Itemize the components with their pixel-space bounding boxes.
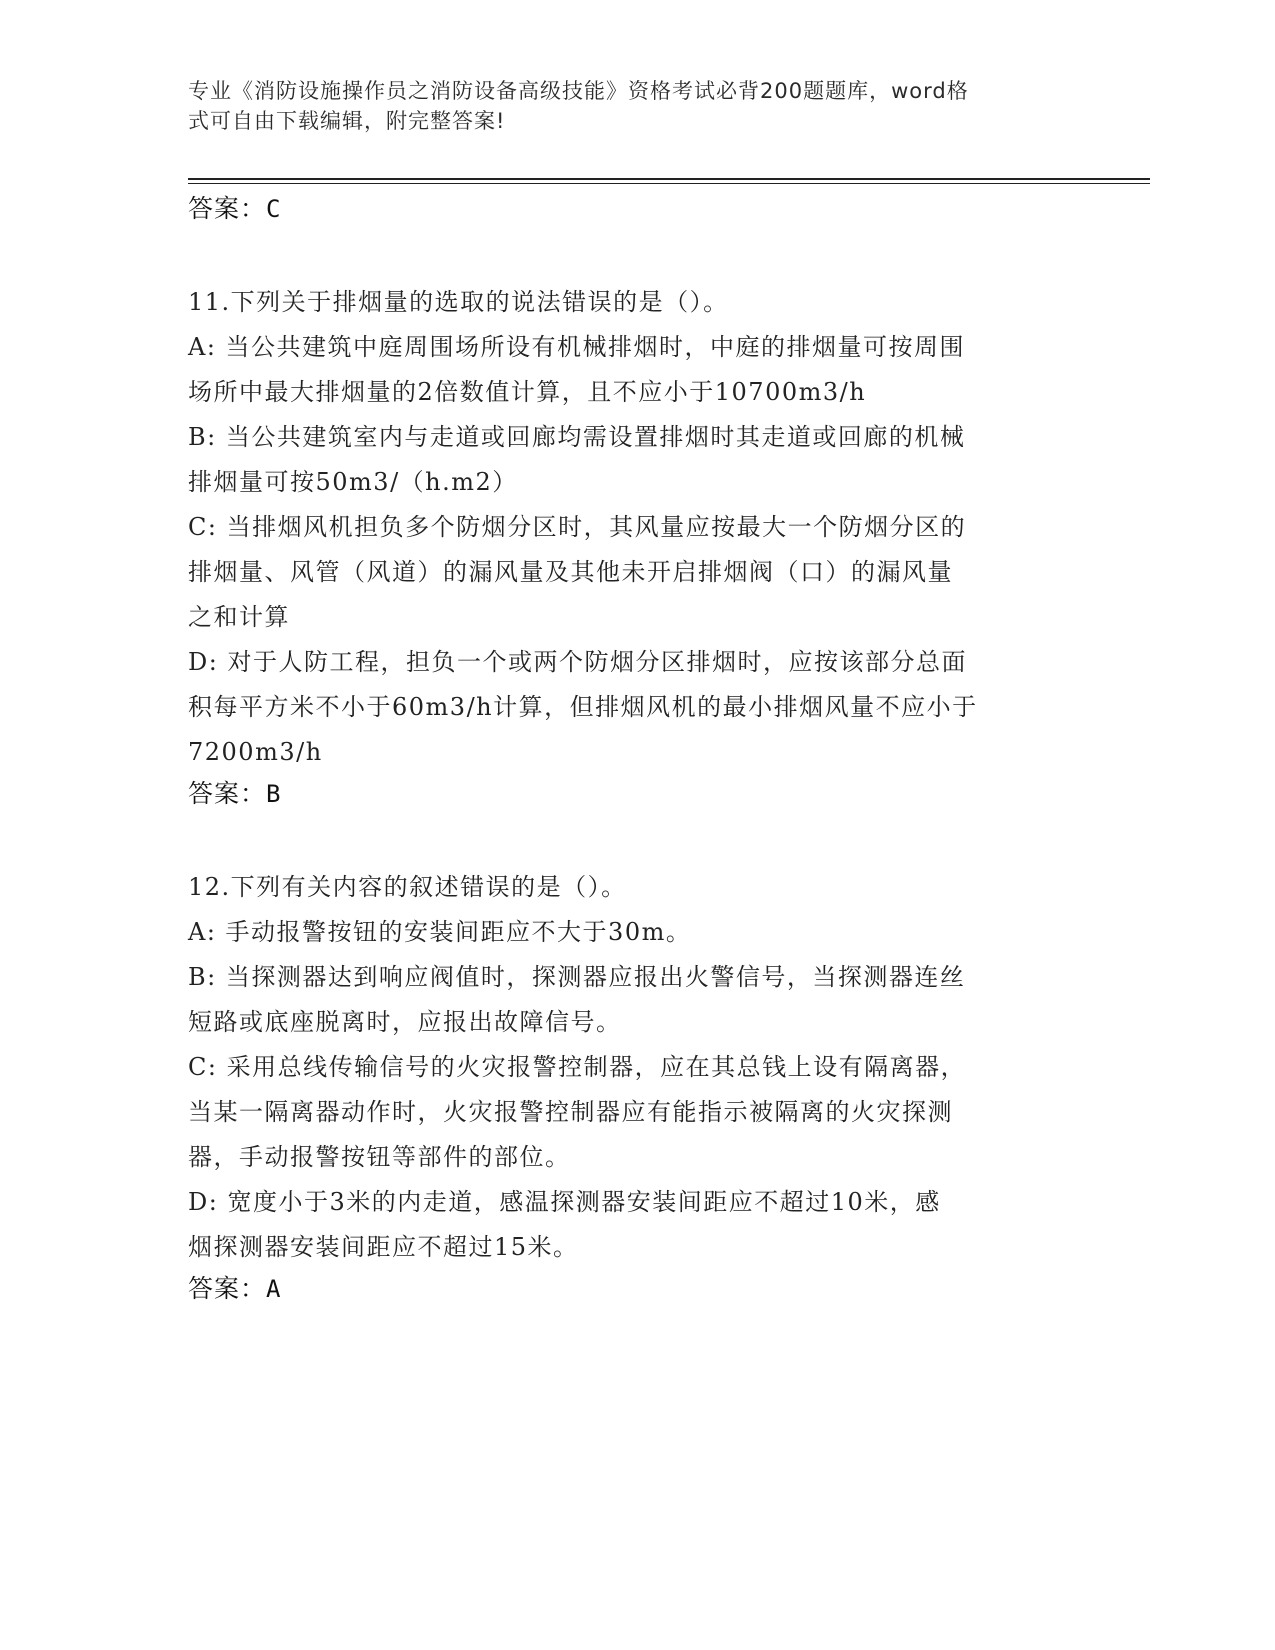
spacer xyxy=(188,813,1078,865)
document-header xyxy=(188,76,1068,136)
answer-line xyxy=(188,775,1078,813)
option-line: C: 采用总线传输信号的火灾报警控制器，应在其总钱上设有隔离器， xyxy=(188,1053,967,1081)
answer-label: 答案： xyxy=(188,1274,267,1303)
document-body xyxy=(188,190,1078,1308)
option-line: 之和计算 xyxy=(188,603,290,631)
option-line: 器，手动报警按钮等部件的部位。 xyxy=(188,1143,571,1171)
header-divider-thin xyxy=(188,183,1150,184)
option-line: 烟探测器安装间距应不超过15米。 xyxy=(188,1233,579,1261)
question-block-12 xyxy=(188,865,1078,1308)
option-line: 场所中最大排烟量的2倍数值计算，且不应小于10700m3/h xyxy=(188,378,867,406)
spacer xyxy=(188,228,1078,280)
header-line-1: 专业《消防设施操作员之消防设备高级技能》资格考试必背200题题库，word格 xyxy=(188,79,969,103)
option-line: 排烟量、风管（风道）的漏风量及其他未开启排烟阀（口）的漏风量 xyxy=(188,558,953,586)
answer-label: 答案： xyxy=(188,779,267,808)
option-line: 排烟量可按50m3/（h.m2） xyxy=(188,468,518,496)
option-line: 当某一隔离器动作时，火灾报警控制器应有能指示被隔离的火灾探测 xyxy=(188,1098,953,1126)
option-line: D: 宽度小于3米的内走道，感温探测器安装间距应不超过10米，感 xyxy=(188,1188,941,1216)
option-line: B: 当探测器达到响应阀值时，探测器应报出火警信号，当探测器连丝 xyxy=(188,963,966,991)
option-line: C: 当排烟风机担负多个防烟分区时，其风量应按最大一个防烟分区的 xyxy=(188,513,967,541)
option-line: A: 当公共建筑中庭周围场所设有机械排烟时，中庭的排烟量可按周围 xyxy=(188,333,966,361)
question-text: 11.下列关于排烟量的选取的说法错误的是（）。 xyxy=(188,288,729,316)
question-text: 12.下列有关内容的叙述错误的是（）。 xyxy=(188,873,627,901)
option-line: B: 当公共建筑室内与走道或回廊均需设置排烟时其走道或回廊的机械 xyxy=(188,423,966,451)
option-line: 积每平方米不小于60m3/h计算，但排烟风机的最小排烟风量不应小于 xyxy=(188,693,978,721)
option-line: D: 对于人防工程，担负一个或两个防烟分区排烟时，应按该部分总面 xyxy=(188,648,967,676)
answer-value: B xyxy=(266,780,282,808)
answer-line xyxy=(188,1270,1078,1308)
option-line: 短路或底座脱离时，应报出故障信号。 xyxy=(188,1008,622,1036)
answer-label: 答案： xyxy=(188,194,267,223)
question-block-11 xyxy=(188,280,1078,813)
answer-line xyxy=(188,190,1078,228)
answer-value: A xyxy=(266,1275,282,1303)
header-divider xyxy=(188,178,1150,180)
option-line: A: 手动报警按钮的安装间距应不大于30m。 xyxy=(188,918,692,946)
header-line-2: 式可自由下载编辑，附完整答案! xyxy=(188,109,506,133)
answer-value: C xyxy=(266,195,282,223)
option-line: 7200m3/h xyxy=(188,738,323,766)
